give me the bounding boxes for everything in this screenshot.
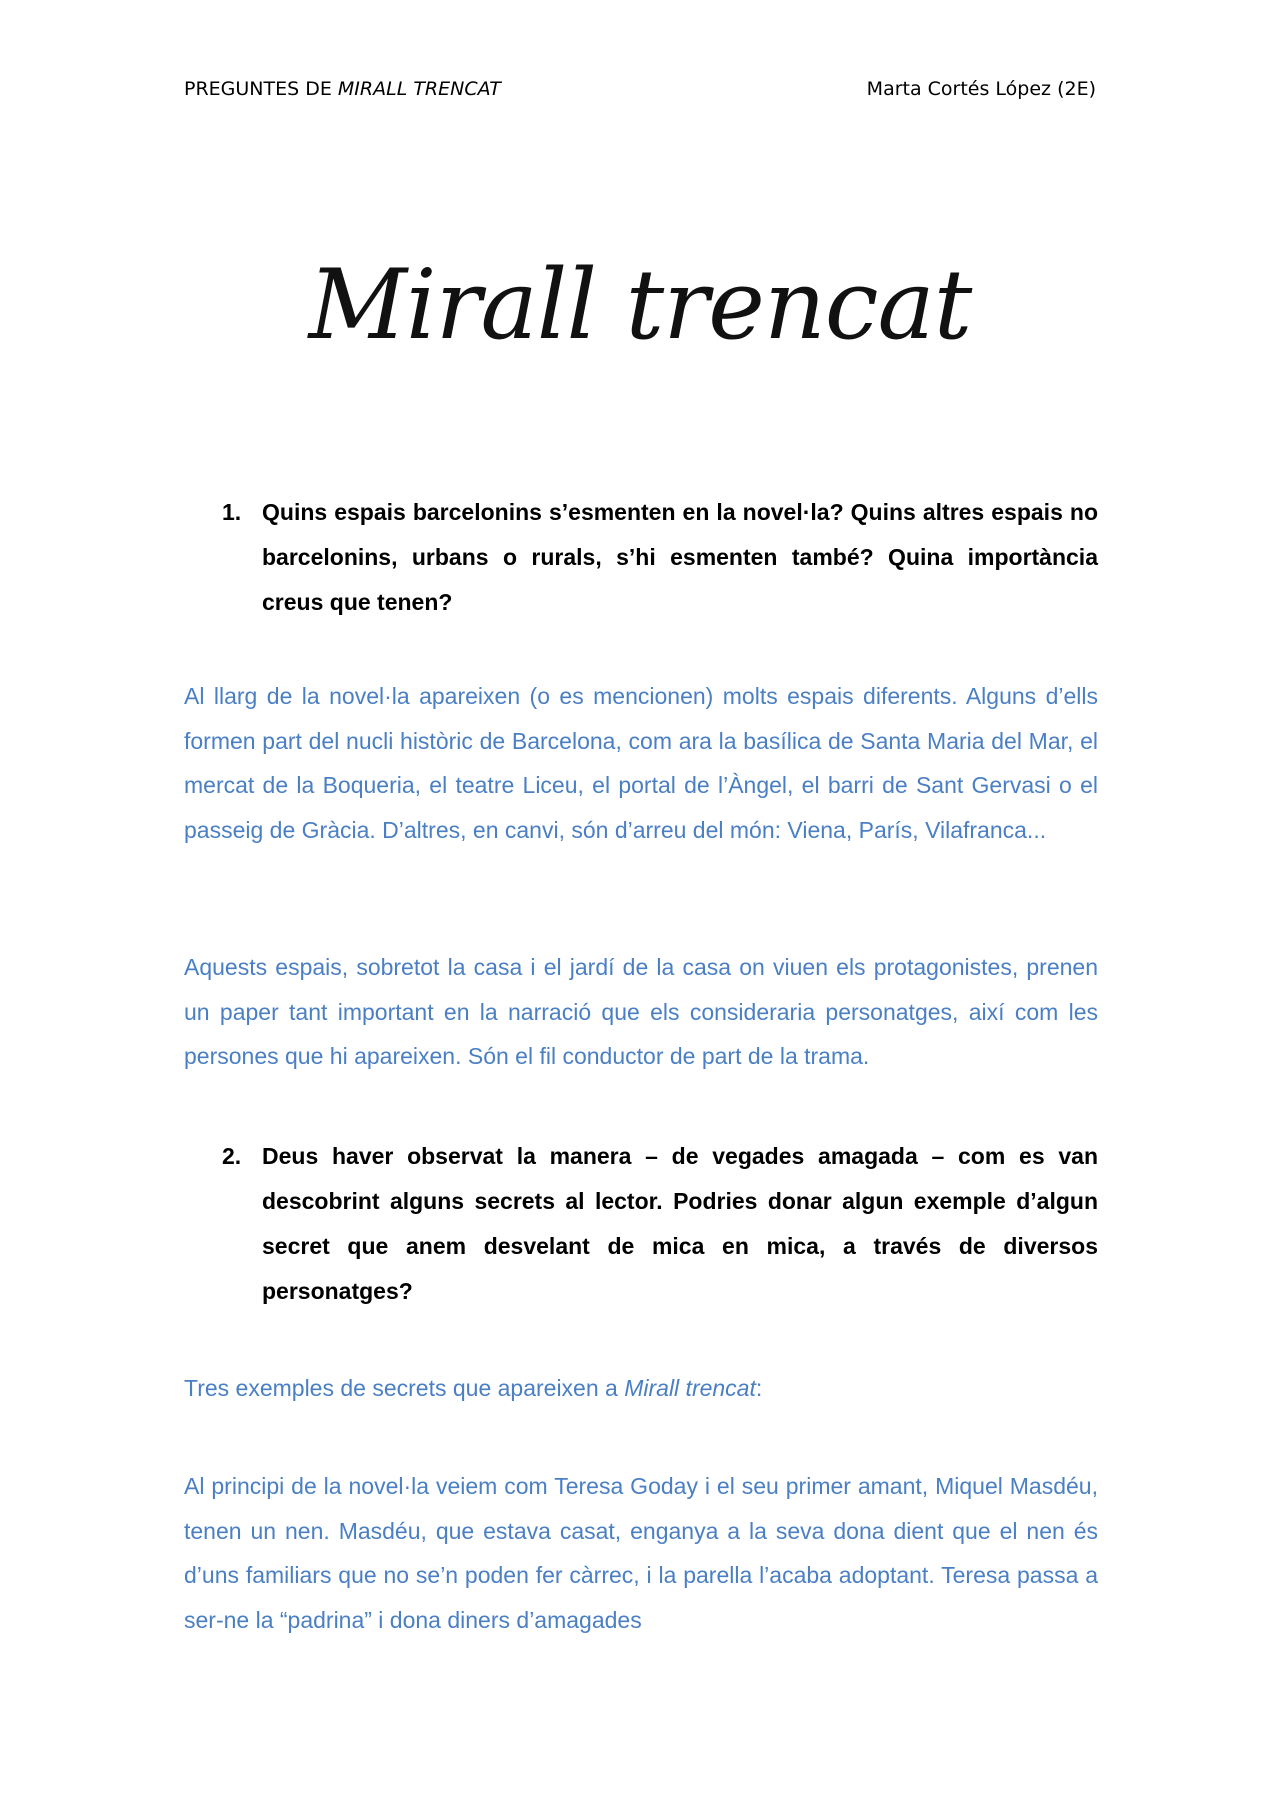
answer-2-intro bbox=[184, 1366, 1098, 1411]
header-document-title bbox=[184, 78, 501, 100]
answer-1-paragraph-2: Aquests espais, sobretot la casa i el jardí de la casa on viuen els protagonistes, prenen un paper tant important en la narració que els consideraria personatges, així com les persones que hi apareixen. Són el fil conductor de part de la trama. bbox=[184, 954, 1098, 1069]
question-number: 2. bbox=[222, 1143, 242, 1169]
question-number: 1. bbox=[222, 499, 242, 525]
header-title-italic: MIRALL TRENCAT bbox=[337, 78, 501, 100]
question-2 bbox=[222, 1134, 1098, 1314]
question-1 bbox=[222, 490, 1098, 625]
answer-2-intro-suffix: : bbox=[755, 1375, 763, 1401]
answer-2-intro-italic: Mirall trencat bbox=[624, 1375, 756, 1401]
header-author: Marta Cortés López (2E) bbox=[866, 78, 1096, 100]
answer-1-paragraph-1: Al llarg de la novel·la apareixen (o es mencionen) molts espais diferents. Alguns d’ells formen part del nucli històric de Barcelona, com ara la basílica de Santa Maria del Mar, el mercat de la Boqueria, el teatre Liceu, el portal de l’Àngel, el barri de Sant Gervasi o el passeig de Gràcia. D’altres, en canvi, són d’arreu del món: Viena, París, Vilafranca... bbox=[184, 683, 1098, 843]
answer-2-intro-prefix: Tres exemples de secrets que apareixen a bbox=[184, 1375, 625, 1401]
page-title: Mirall trencat bbox=[308, 249, 972, 361]
page-header bbox=[184, 78, 1096, 108]
answer-2-paragraph-1: Al principi de la novel·la veiem com Teresa Goday i el seu primer amant, Miquel Masdéu, tenen un nen. Masdéu, que estava casat, enganya a la seva dona dient que el nen és d’uns familiars que no se’n poden fer càrrec, i la parella l’acaba adoptant. Teresa passa a ser-ne la “padrina” i dona diners d’amagades bbox=[184, 1473, 1098, 1633]
header-title-prefix: PREGUNTES DE bbox=[184, 78, 338, 100]
question-text: Deus haver observat la manera – de vegades amagada – com es van descobrint alguns secrets al lector. Podries donar algun exemple d’algun secret que anem desvelant de mica en mica, a través de diversos personatges? bbox=[262, 1143, 1098, 1304]
question-text: Quins espais barcelonins s’esmenten en la novel·la? Quins altres espais no barcelonins, urbans o rurals, s’hi esmenten també? Quina importància creus que tenen? bbox=[262, 499, 1098, 615]
